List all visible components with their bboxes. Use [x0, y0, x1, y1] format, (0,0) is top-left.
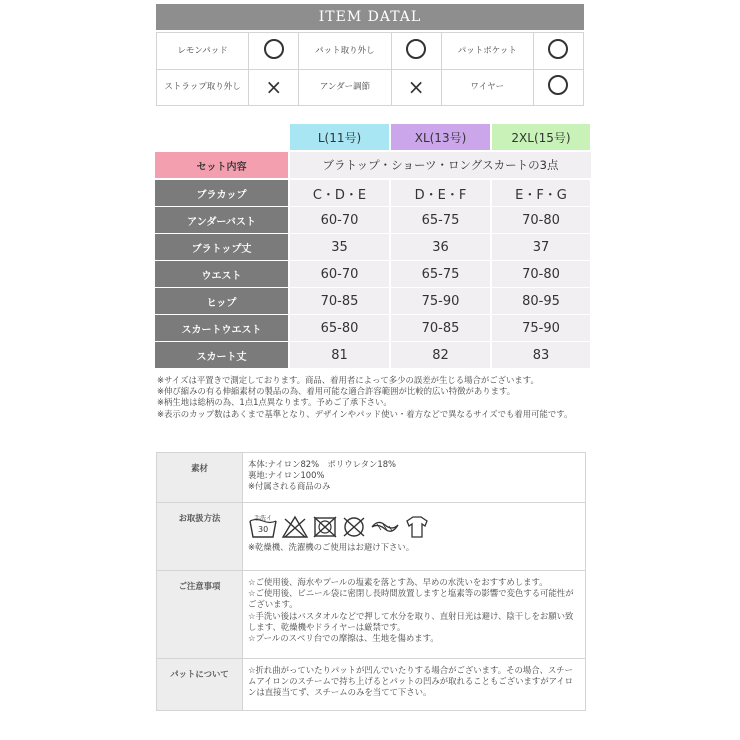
row-value: 75-90 — [391, 288, 490, 314]
feature-value — [533, 33, 583, 70]
feature-table — [156, 32, 584, 106]
feature-label: アンダー調節 — [299, 69, 391, 106]
row-value: E・F・G — [492, 180, 590, 206]
feature-label: ストラップ取り外し — [157, 69, 249, 106]
circle-icon — [548, 75, 568, 95]
size-row-set — [155, 152, 591, 178]
flat-dry-icon — [403, 515, 431, 539]
circle-icon — [264, 39, 284, 59]
row-value: 80-95 — [492, 288, 590, 314]
note-line: ※柄生地は総柄の為、1点1点異なります。予めご了承下さい。 — [157, 397, 392, 408]
row-value: 70-85 — [290, 288, 389, 314]
info-label: 素材 — [157, 453, 243, 503]
feature-row — [157, 69, 584, 106]
info-value — [243, 659, 586, 711]
row-label: ブラカップ — [155, 180, 288, 206]
feature-value — [391, 33, 441, 70]
caution-line: ☆ご使用後、海水やプールの塩素を落とす為、早めの水洗いをおすすめします。 — [248, 577, 548, 587]
feature-label: パット取り外し — [299, 33, 391, 70]
cross-icon: × — [265, 74, 283, 99]
row-value: 70-80 — [492, 261, 590, 287]
no-tumble-dry-icon — [312, 515, 338, 539]
feature-label: レモンパッド — [157, 33, 249, 70]
size-row — [155, 315, 591, 341]
hand-wash-30-icon — [248, 515, 278, 539]
feature-value — [533, 69, 583, 106]
info-row-care — [157, 503, 586, 571]
row-value: 65-75 — [391, 261, 490, 287]
row-value: 60-70 — [290, 261, 389, 287]
hand-wash-temp: 30 — [258, 525, 269, 534]
row-value: D・E・F — [391, 180, 490, 206]
info-value — [243, 453, 586, 503]
row-value: 60-70 — [290, 207, 389, 233]
row-label: ウエスト — [155, 261, 288, 287]
feature-row — [157, 33, 584, 70]
row-value: 65-80 — [290, 315, 389, 341]
material-line: 裏地:ナイロン100% — [248, 470, 325, 481]
row-value: 35 — [290, 234, 389, 260]
feature-value — [249, 69, 299, 106]
note-line: ※伸び縮みの有る伸縮素材の製品の為、着用可能な適合許容範囲が比較的広い特徴があります。 — [157, 386, 516, 397]
care-note: ※乾燥機、洗濯機のご使用はお避け下さい。 — [248, 542, 415, 552]
hand-wash-label: 手洗イ — [254, 515, 273, 522]
row-value: 83 — [492, 342, 590, 368]
info-row-caution — [157, 571, 586, 659]
row-value: 65-75 — [391, 207, 490, 233]
pad-line: ☆折れ曲がっていたりパットが凹んでいたりする場合がございます。その場合、スチームアイロンのスチームで持ち上げるとパットの凹みが取れることもございますがアイロンは直接当てず、スチームのみを当てて下さい。 — [248, 665, 573, 698]
no-dry-clean-icon — [341, 515, 367, 539]
size-row — [155, 261, 591, 287]
row-value: 37 — [492, 234, 590, 260]
circle-icon — [406, 39, 426, 59]
feature-label: ワイヤー — [441, 69, 533, 106]
feature-value — [249, 33, 299, 70]
note-line: ※サイズは平置きで測定しております。商品、着用者によって多少の誤差が生じる場合がございます。 — [157, 375, 539, 385]
info-label: パットについて — [157, 659, 243, 711]
row-value: 70-85 — [391, 315, 490, 341]
feature-label: パットポケット — [441, 33, 533, 70]
size-row — [155, 207, 591, 233]
caution-line: ☆ご使用後、ビニール袋に密閉し長時間放置しますと塩素等の影響で変色する可能性がございます。 — [248, 588, 574, 610]
size-header-l: L(11号) — [290, 124, 389, 150]
row-value: ブラトップ・ショーツ・ロングスカートの3点 — [290, 152, 591, 178]
size-row — [155, 234, 591, 260]
row-value: 82 — [391, 342, 490, 368]
row-label: ヒップ — [155, 288, 288, 314]
note-line: ※表示のカップ数はあくまで基準となり、デザインやパッド使い・着方などで異なるサイズでも着用可能です。 — [157, 408, 573, 419]
row-value: 70-80 — [492, 207, 590, 233]
care-icons — [248, 509, 580, 539]
row-value: 75-90 — [492, 315, 590, 341]
wash-net-icon — [370, 515, 400, 539]
caution-line: ☆プールのスベリ台での摩擦は、生地を傷めます。 — [248, 633, 439, 644]
size-notes — [157, 375, 589, 420]
info-value — [243, 571, 586, 659]
row-label: ブラトップ丈 — [155, 234, 288, 260]
row-label: セット内容 — [155, 152, 288, 178]
info-label: ご注意事項 — [157, 571, 243, 659]
no-bleach-icon — [281, 515, 309, 539]
row-value: 81 — [290, 342, 389, 368]
row-value: 36 — [391, 234, 490, 260]
size-header-2xl: 2XL(15号) — [492, 124, 590, 150]
size-header-xl: XL(13号) — [391, 124, 490, 150]
info-value — [243, 503, 586, 571]
circle-icon — [548, 39, 568, 59]
material-line: ※付属される商品のみ — [248, 481, 331, 492]
info-row-pad — [157, 659, 586, 711]
item-data-title: ITEM DATAL — [156, 4, 584, 30]
feature-value — [391, 69, 441, 106]
row-label: スカートウエスト — [155, 315, 288, 341]
row-label: アンダーバスト — [155, 207, 288, 233]
cross-icon: × — [407, 74, 425, 99]
info-table — [156, 452, 586, 711]
size-row — [155, 180, 591, 206]
row-value: C・D・E — [290, 180, 389, 206]
info-label: お取扱方法 — [157, 503, 243, 571]
size-row — [155, 342, 591, 368]
caution-line: ☆手洗い後はバスタオルなどで押して水分を取り、直射日光は避け、陰干しをお願い致します、乾燥機やドライヤーは厳禁です。 — [248, 610, 574, 632]
info-row-material — [157, 453, 586, 503]
material-line: 本体:ナイロン82% ポリウレタン18% — [248, 459, 397, 469]
row-label: スカート丈 — [155, 342, 288, 368]
size-row — [155, 288, 591, 314]
